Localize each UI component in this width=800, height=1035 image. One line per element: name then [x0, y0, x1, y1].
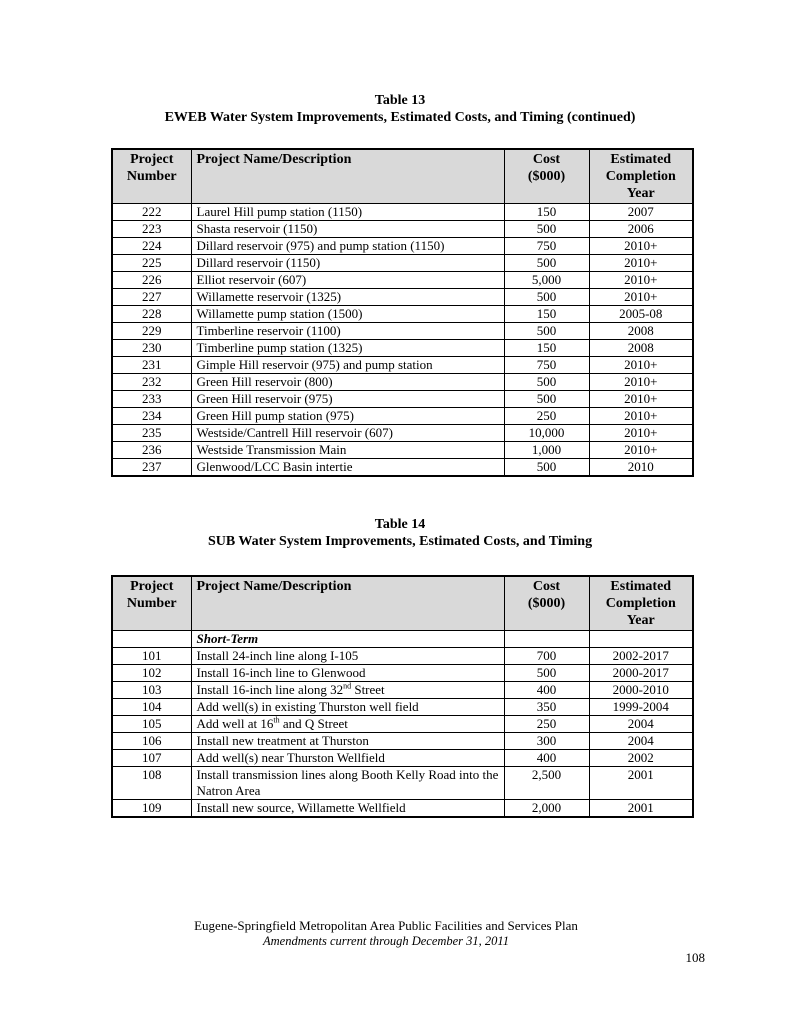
- cell-project-number: 235: [112, 425, 191, 442]
- cell-description: Add well(s) in existing Thurston well field: [191, 699, 504, 716]
- cell-year: 2004: [589, 733, 693, 750]
- cell-project-number: 236: [112, 442, 191, 459]
- cell-year: 2008: [589, 323, 693, 340]
- cell-year: 2008: [589, 340, 693, 357]
- table-row: [112, 665, 693, 682]
- cell-project-number: 232: [112, 374, 191, 391]
- cell-cost: 750: [504, 238, 589, 255]
- cell-description: Dillard reservoir (975) and pump station (1150): [191, 238, 504, 255]
- cell-cost: 2,000: [504, 800, 589, 818]
- cell-cost: 300: [504, 733, 589, 750]
- cell-description: Green Hill reservoir (975): [191, 391, 504, 408]
- cell-cost: 350: [504, 699, 589, 716]
- cell-year: 2010: [589, 459, 693, 477]
- cell-project-number: 104: [112, 699, 191, 716]
- table-row: [112, 255, 693, 272]
- column-header: Cost ($000): [504, 149, 589, 204]
- cell-project-number: 227: [112, 289, 191, 306]
- cell-year: 2010+: [589, 374, 693, 391]
- cell-cost: 400: [504, 750, 589, 767]
- cell-description: Dillard reservoir (1150): [191, 255, 504, 272]
- cell-description: Green Hill reservoir (800): [191, 374, 504, 391]
- cell-project-number: 105: [112, 716, 191, 733]
- cell-project-number: 101: [112, 648, 191, 665]
- cell-cost: 700: [504, 648, 589, 665]
- cell-project-number: 233: [112, 391, 191, 408]
- table-row: [112, 767, 693, 800]
- cell-cost: 150: [504, 340, 589, 357]
- cell-description: Install new treatment at Thurston: [191, 733, 504, 750]
- column-header: Project Name/Description: [191, 149, 504, 204]
- cell-description: Shasta reservoir (1150): [191, 221, 504, 238]
- column-header: Project Number: [112, 149, 191, 204]
- table-row: [112, 682, 693, 699]
- cell-cost: 10,000: [504, 425, 589, 442]
- cell-project-number: 107: [112, 750, 191, 767]
- table-row: [112, 357, 693, 374]
- cell-project-number: 109: [112, 800, 191, 818]
- cell-project-number: 223: [112, 221, 191, 238]
- cell-description: Westside Transmission Main: [191, 442, 504, 459]
- column-header: Estimated Completion Year: [589, 149, 693, 204]
- column-header: Project Name/Description: [191, 576, 504, 631]
- cell-year: 2010+: [589, 289, 693, 306]
- table-row: [112, 374, 693, 391]
- cell-year: 2010+: [589, 357, 693, 374]
- table-row: [112, 750, 693, 767]
- cell-year: 2010+: [589, 238, 693, 255]
- cell-cost: 2,500: [504, 767, 589, 800]
- cell-year: 2002-2017: [589, 648, 693, 665]
- table13-subtitle: EWEB Water System Improvements, Estimated Costs, and Timing (continued): [164, 110, 636, 125]
- table13-title-block: [0, 92, 800, 126]
- table-row: [112, 716, 693, 733]
- table-row: [112, 272, 693, 289]
- page-number: 108: [685, 950, 705, 965]
- table-row: [112, 631, 693, 648]
- cell-description: Timberline pump station (1325): [191, 340, 504, 357]
- cell-description: Timberline reservoir (1100): [191, 323, 504, 340]
- cell-cost: 500: [504, 289, 589, 306]
- table-row: [112, 459, 693, 477]
- cell-cost: 150: [504, 306, 589, 323]
- cell-description: Install new source, Willamette Wellfield: [191, 800, 504, 818]
- cell-year: 2001: [589, 800, 693, 818]
- cell-project-number: 234: [112, 408, 191, 425]
- table-row: [112, 408, 693, 425]
- cell-year: 2000-2017: [589, 665, 693, 682]
- cell-year: 2010+: [589, 408, 693, 425]
- cell-project-number: 230: [112, 340, 191, 357]
- cell-description: Willamette pump station (1500): [191, 306, 504, 323]
- cell-year: 2010+: [589, 391, 693, 408]
- cell-description: Gimple Hill reservoir (975) and pump station: [191, 357, 504, 374]
- cell-year: 2002: [589, 750, 693, 767]
- cell-year: 2006: [589, 221, 693, 238]
- cell-description: Add well(s) near Thurston Wellfield: [191, 750, 504, 767]
- cell-year: 1999-2004: [589, 699, 693, 716]
- cell-project-number: 228: [112, 306, 191, 323]
- cell-project-number: 225: [112, 255, 191, 272]
- cell-project-number: 106: [112, 733, 191, 750]
- cell-cost: 400: [504, 682, 589, 699]
- cell-cost: 500: [504, 391, 589, 408]
- table-row: [112, 699, 693, 716]
- header-row: [112, 576, 693, 631]
- cell-description: Green Hill pump station (975): [191, 408, 504, 425]
- cell-cost: 500: [504, 665, 589, 682]
- cell-project-number: 231: [112, 357, 191, 374]
- cell-project-number: 103: [112, 682, 191, 699]
- cell-year: 2010+: [589, 272, 693, 289]
- cell-description: Elliot reservoir (607): [191, 272, 504, 289]
- table-row: [112, 733, 693, 750]
- cell-project-number: 229: [112, 323, 191, 340]
- table-row: [112, 391, 693, 408]
- table-row: [112, 800, 693, 818]
- cell-description: Laurel Hill pump station (1150): [191, 204, 504, 221]
- cell-description: Glenwood/LCC Basin intertie: [191, 459, 504, 477]
- table14-title-block: [0, 516, 800, 550]
- cell-project-number: 108: [112, 767, 191, 800]
- cell-cost: 500: [504, 459, 589, 477]
- table-row: [112, 648, 693, 665]
- cell-cost: 500: [504, 221, 589, 238]
- table-row: [112, 289, 693, 306]
- table-row: [112, 323, 693, 340]
- cell-cost: 150: [504, 204, 589, 221]
- page-footer: [0, 918, 772, 949]
- footer-plan-title: Eugene-Springfield Metropolitan Area Public Facilities and Services Plan: [194, 918, 578, 933]
- table14-subtitle: SUB Water System Improvements, Estimated Costs, and Timing: [207, 534, 593, 549]
- cell-year: [589, 631, 693, 648]
- table-row: [112, 340, 693, 357]
- cell-year: 2005-08: [589, 306, 693, 323]
- cell-description: Willamette reservoir (1325): [191, 289, 504, 306]
- table-row: [112, 442, 693, 459]
- cell-description: Install 24-inch line along I-105: [191, 648, 504, 665]
- cell-project-number: 222: [112, 204, 191, 221]
- cell-cost: 1,000: [504, 442, 589, 459]
- cell-cost: 500: [504, 374, 589, 391]
- cell-year: 2004: [589, 716, 693, 733]
- cell-description: Add well at 16th and Q Street: [191, 716, 504, 733]
- cell-cost: 750: [504, 357, 589, 374]
- footer-amendments-note: Amendments current through December 31, 2011: [262, 933, 509, 948]
- column-header: Estimated Completion Year: [589, 576, 693, 631]
- cell-project-number: 224: [112, 238, 191, 255]
- cell-description: Short-Term: [191, 631, 504, 648]
- cell-year: 2010+: [589, 255, 693, 272]
- table-row: [112, 306, 693, 323]
- cell-cost: 5,000: [504, 272, 589, 289]
- cell-description: Install 16-inch line to Glenwood: [191, 665, 504, 682]
- cell-project-number: 102: [112, 665, 191, 682]
- table-14-sub-improvements: [111, 575, 694, 818]
- cell-cost: [504, 631, 589, 648]
- cell-year: 2010+: [589, 442, 693, 459]
- table-row: [112, 238, 693, 255]
- table-row: [112, 425, 693, 442]
- table-row: [112, 204, 693, 221]
- cell-cost: 500: [504, 323, 589, 340]
- header-row: [112, 149, 693, 204]
- cell-project-number: 226: [112, 272, 191, 289]
- cell-description: Install 16-inch line along 32nd Street: [191, 682, 504, 699]
- table-13-eweb-improvements: [111, 148, 694, 477]
- cell-year: 2000-2010: [589, 682, 693, 699]
- cell-year: 2001: [589, 767, 693, 800]
- table-row: [112, 221, 693, 238]
- table14-title: Table 14: [374, 517, 426, 532]
- cell-project-number: [112, 631, 191, 648]
- column-header: Project Number: [112, 576, 191, 631]
- cell-year: 2007: [589, 204, 693, 221]
- cell-cost: 250: [504, 716, 589, 733]
- cell-description: Westside/Cantrell Hill reservoir (607): [191, 425, 504, 442]
- cell-year: 2010+: [589, 425, 693, 442]
- table13-title: Table 13: [374, 93, 426, 108]
- column-header: Cost ($000): [504, 576, 589, 631]
- cell-cost: 500: [504, 255, 589, 272]
- cell-cost: 250: [504, 408, 589, 425]
- cell-description: Install transmission lines along Booth Kelly Road into the Natron Area: [191, 767, 504, 800]
- cell-project-number: 237: [112, 459, 191, 477]
